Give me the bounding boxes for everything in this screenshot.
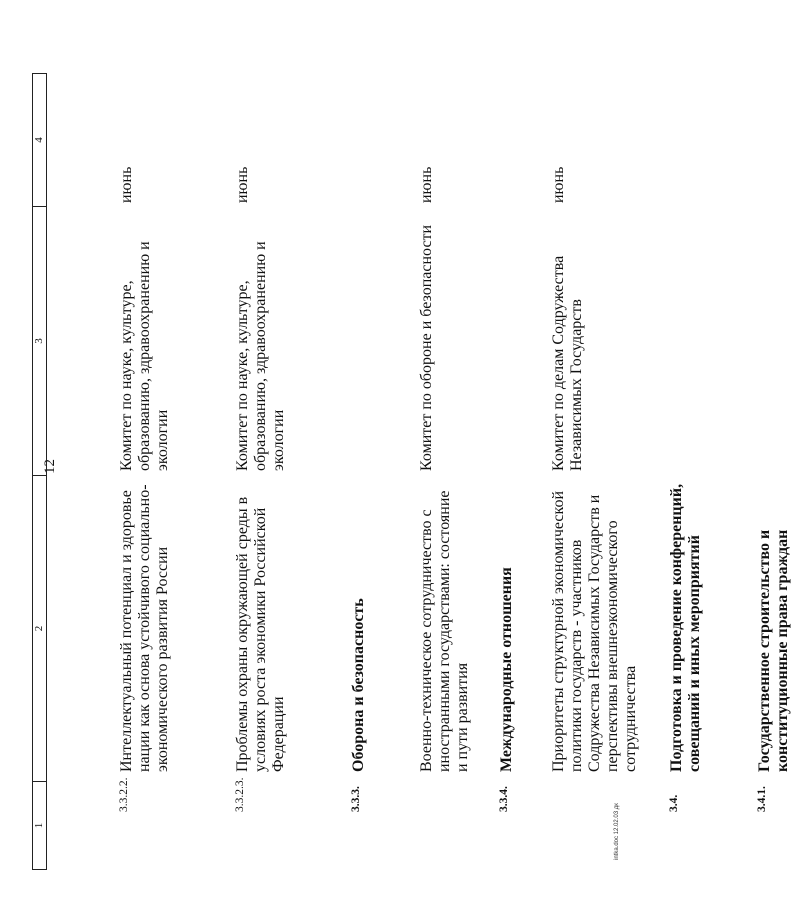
column-number: 4 — [33, 74, 47, 207]
row-responsible: Комитет по науке, культуре, образованию, здравоохранению и экологии — [118, 241, 171, 471]
row-number — [418, 782, 472, 870]
row-title: Интеллектуальный потенциал и здоровье нации как основа устойчивого социально-экономического развития России — [118, 484, 171, 772]
row-term — [668, 74, 704, 207]
row-number: 3.3.4. — [498, 786, 510, 812]
column-number: 3 — [33, 207, 47, 476]
column-number: 2 — [33, 476, 47, 782]
row-term: июнь — [418, 166, 435, 203]
row-number: 3.3.2.3. — [234, 777, 246, 812]
row-responsible: Комитет по обороне и безопасности — [418, 224, 435, 471]
row-title: Международные отношения — [498, 567, 515, 772]
row-title: Военно-техническое сотрудничество с иностранными государствами: состояние и пути развития — [418, 490, 471, 772]
table-body — [50, 74, 792, 870]
row-number: 3.3.2.2. — [118, 777, 130, 812]
row-term — [756, 74, 792, 207]
table-row — [234, 74, 288, 870]
table-row — [350, 74, 368, 870]
column-header-table — [32, 73, 47, 870]
column-number-row — [33, 74, 47, 870]
row-title: Государственное строительство и конституционные права граждан — [756, 529, 791, 772]
row-number — [550, 782, 640, 870]
row-term: июнь — [234, 166, 251, 203]
table-row — [498, 74, 516, 870]
page-number: 12 — [42, 459, 58, 474]
row-title: Проблемы охраны окружающей среды в условиях роста экономики Российской Федерации — [234, 496, 287, 772]
row-title: Приоритеты структурной экономической политики государств - участников Содружества Независимых Государств и перспективы внешнеэкономического сотрудничества — [550, 490, 639, 772]
table-row — [756, 74, 792, 870]
footer-code: intka.doc 12.02.03 дк — [614, 803, 620, 860]
row-responsible: Комитет по делам Содружества Независимых Государств — [550, 255, 585, 471]
row-responsible — [498, 207, 516, 476]
row-number: 3.4.1. — [756, 786, 768, 812]
table-row — [668, 74, 704, 870]
row-responsible — [756, 207, 792, 476]
row-number: 3.3.3. — [350, 786, 362, 812]
row-number: 3.4. — [668, 794, 680, 812]
table-row — [118, 74, 172, 870]
row-title: Подготовка и проведение конференций, совещаний и иных мероприятий — [668, 483, 703, 772]
row-term — [350, 74, 368, 207]
table-row — [550, 74, 640, 870]
row-responsible — [350, 207, 368, 476]
row-responsible — [668, 207, 704, 476]
row-term: июнь — [550, 166, 567, 203]
column-number: 1 — [33, 782, 47, 870]
row-responsible: Комитет по науке, культуре, образованию, здравоохранению и экологии — [234, 241, 287, 471]
row-title: Оборона и безопасность — [350, 598, 367, 772]
table-row — [418, 74, 472, 870]
row-term — [498, 74, 516, 207]
row-term: июнь — [118, 166, 135, 203]
